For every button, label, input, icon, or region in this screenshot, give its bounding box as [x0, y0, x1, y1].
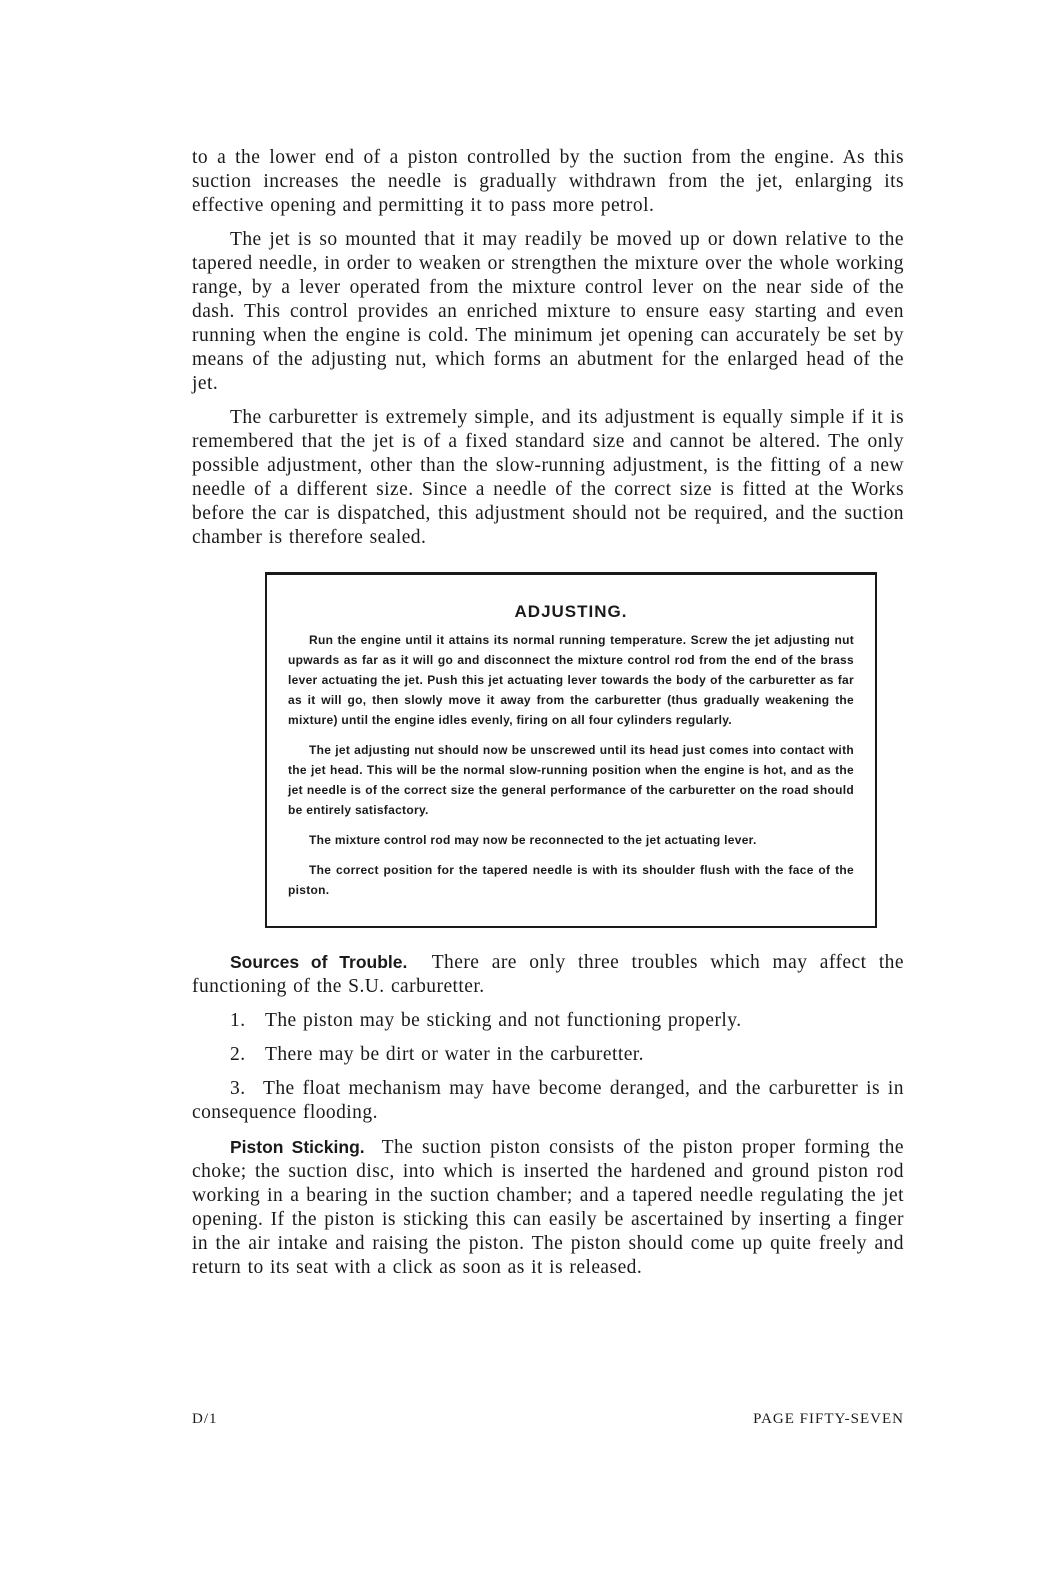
list-item-number: 1.	[230, 1010, 246, 1031]
piston-sticking-heading: Piston Sticking.	[230, 1137, 365, 1157]
list-item-number: 2.	[230, 1044, 246, 1065]
page-number: PAGE FIFTY-SEVEN	[753, 1411, 904, 1427]
list-item	[192, 1077, 904, 1125]
list-item	[192, 1009, 904, 1033]
list-item-number: 3.	[230, 1078, 246, 1099]
adjusting-box	[265, 572, 877, 928]
adjusting-step-run-engine: Run the engine until it attains its normal running temperature. Screw the jet adjusting nut upwards as far as it will go and disconnect the mixture control rod from the end of the brass lever actuating the jet. Push this jet actuating lever towards the body of the carburetter as far as it will go, then slowly move it away from the carburetter (thus gradually weakening the mixture) until the engine idles evenly, firing on all four cylinders regularly.	[288, 633, 854, 727]
list-item-text: The float mechanism may have become deranged, and the carburetter is in consequence flooding.	[192, 1078, 904, 1123]
piston-sticking-text: The suction piston consists of the piston proper forming the choke; the suction disc, into which is inserted the hardened and ground piston rod working in a bearing in the suction chamber; and a tapered needle regulating the jet opening. If the piston is sticking this can easily be ascertained by inserting a finger in the air intake and raising the piston. The piston should come up quite freely and return to its seat with a click as soon as it is released.	[192, 1137, 904, 1278]
sources-of-trouble-text: There are only three troubles which may affect the functioning of the S.U. carburetter.	[192, 952, 904, 997]
sources-of-trouble-paragraph	[192, 950, 904, 999]
list-item-text: There may be dirt or water in the carburetter.	[265, 1044, 644, 1065]
paragraph-needle-withdrawal: to a the lower end of a piston controlled by the suction from the engine. As this suction increases the needle is gradually withdrawn from the jet, enlarging its effective opening and permitting it to pass more petrol.	[192, 147, 904, 216]
adjusting-step-unscrew-nut: The jet adjusting nut should now be unscrewed until its head just comes into contact with the jet head. This will be the normal slow-running position when the engine is hot, and as the jet needle is of the correct size the general performance of the carburetter on the road should be entirely satisfactory.	[288, 743, 854, 817]
piston-sticking-paragraph	[192, 1135, 904, 1280]
adjusting-step-reconnect-rod: The mixture control rod may now be reconnected to the jet actuating lever.	[309, 833, 757, 847]
list-item-text: The piston may be sticking and not functioning properly.	[265, 1010, 742, 1031]
list-item	[192, 1043, 904, 1067]
adjusting-title: ADJUSTING.	[514, 602, 628, 621]
adjusting-step-needle-position: The correct position for the tapered needle is with its shoulder flush with the face of the piston.	[288, 863, 854, 897]
body-column	[192, 146, 904, 1290]
sources-of-trouble-heading: Sources of Trouble.	[230, 952, 408, 972]
section-marker: D/1	[192, 1411, 218, 1427]
paragraph-carburetter-simplicity: The carburetter is extremely simple, and its adjustment is equally simple if it is remembered that the jet is of a fixed standard size and cannot be altered. The only possible adjustment, other than the slow-running adjustment, is the fitting of a new needle of a different size. Since a needle of the correct size is fitted at the Works before the car is dispatched, this adjustment should not be required, and the suction chamber is therefore sealed.	[192, 407, 904, 548]
paragraph-jet-mounting: The jet is so mounted that it may readily be moved up or down relative to the tapered needle, in order to weaken or strengthen the mixture over the whole working range, by a lever operated from the mixture control lever on the near side of the dash. This control provides an enriched mixture to ensure easy starting and even running when the engine is cold. The minimum jet opening can accurately be set by means of the adjusting nut, which forms an abutment for the enlarged head of the jet.	[192, 229, 904, 394]
